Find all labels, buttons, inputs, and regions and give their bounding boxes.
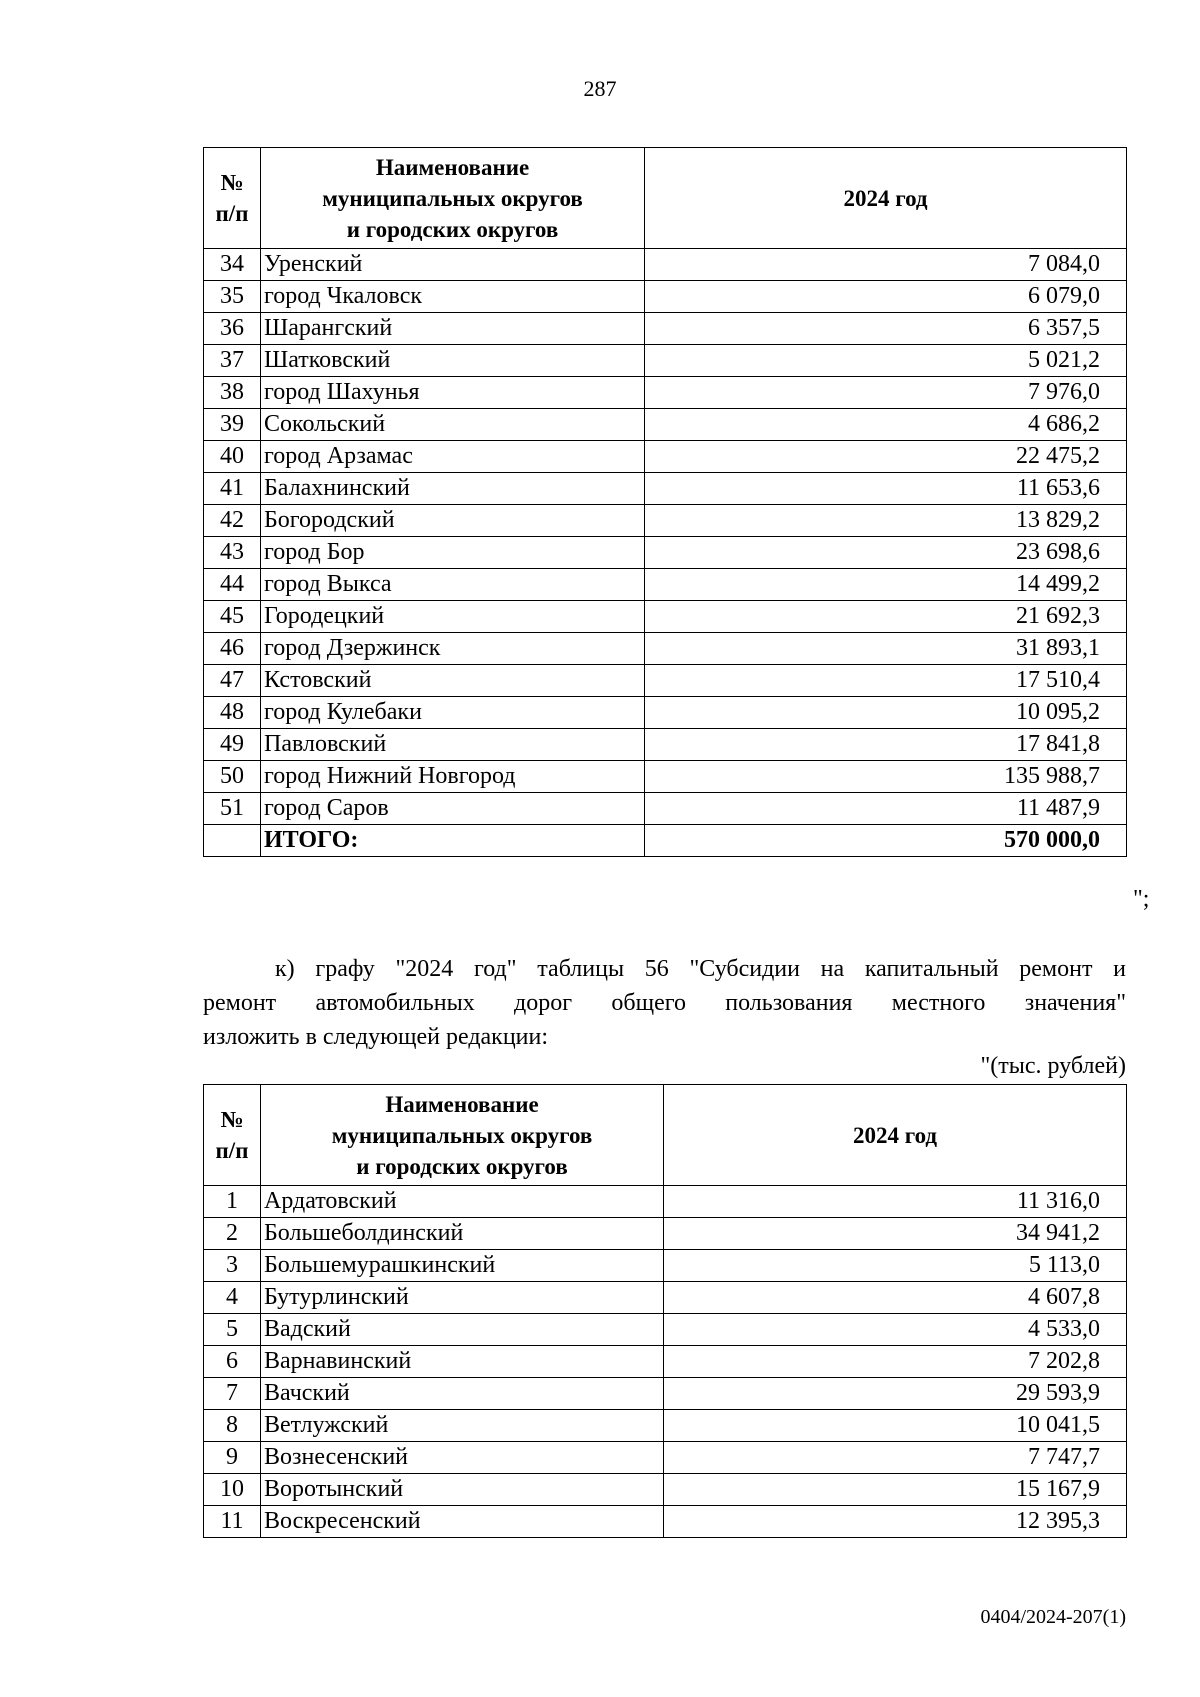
row-name: Воскресенский bbox=[261, 1506, 664, 1538]
row-value: 6 357,5 bbox=[645, 313, 1127, 345]
row-number: 50 bbox=[204, 761, 261, 793]
row-name: Большемурашкинский bbox=[261, 1250, 664, 1282]
table-row bbox=[204, 1506, 1127, 1538]
row-number: 10 bbox=[204, 1474, 261, 1506]
row-value: 4 686,2 bbox=[645, 409, 1127, 441]
row-value: 11 487,9 bbox=[645, 793, 1127, 825]
table-row bbox=[204, 1442, 1127, 1474]
row-number: 7 bbox=[204, 1378, 261, 1410]
row-value: 6 079,0 bbox=[645, 281, 1127, 313]
row-number: 35 bbox=[204, 281, 261, 313]
table-row bbox=[204, 569, 1127, 601]
row-value: 17 510,4 bbox=[645, 665, 1127, 697]
row-value: 135 988,7 bbox=[645, 761, 1127, 793]
row-number: 34 bbox=[204, 249, 261, 281]
row-name: Сокольский bbox=[261, 409, 645, 441]
table-row bbox=[204, 1346, 1127, 1378]
closing-quote: "; bbox=[1133, 886, 1150, 912]
subsidies-table-continued bbox=[203, 147, 1127, 857]
row-value: 4 533,0 bbox=[664, 1314, 1127, 1346]
row-number: 40 bbox=[204, 441, 261, 473]
row-name: город Выкса bbox=[261, 569, 645, 601]
row-number: 38 bbox=[204, 377, 261, 409]
row-name: город Шахунья bbox=[261, 377, 645, 409]
row-name: Балахнинский bbox=[261, 473, 645, 505]
header-name: Наименование муниципальных округов и городских округов bbox=[261, 148, 645, 249]
table-row bbox=[204, 1410, 1127, 1442]
row-name: город Чкаловск bbox=[261, 281, 645, 313]
row-name: Ардатовский bbox=[261, 1186, 664, 1218]
row-value: 34 941,2 bbox=[664, 1218, 1127, 1250]
row-name: Городецкий bbox=[261, 601, 645, 633]
row-name: Ветлужский bbox=[261, 1410, 664, 1442]
row-value: 23 698,6 bbox=[645, 537, 1127, 569]
paragraph-line: ремонт автомобильных дорог общего пользования местного значения" bbox=[203, 990, 1126, 1016]
table-row bbox=[204, 697, 1127, 729]
row-name: Воротынский bbox=[261, 1474, 664, 1506]
table-row bbox=[204, 665, 1127, 697]
row-value: 5 021,2 bbox=[645, 345, 1127, 377]
table-row bbox=[204, 281, 1127, 313]
row-number: 3 bbox=[204, 1250, 261, 1282]
row-number: 4 bbox=[204, 1282, 261, 1314]
table-row bbox=[204, 409, 1127, 441]
road-repair-subsidies-table bbox=[203, 1084, 1127, 1538]
row-number: 8 bbox=[204, 1410, 261, 1442]
table-row bbox=[204, 345, 1127, 377]
row-value: 11 316,0 bbox=[664, 1186, 1127, 1218]
row-value: 22 475,2 bbox=[645, 441, 1127, 473]
row-name: город Арзамас bbox=[261, 441, 645, 473]
row-number: 11 bbox=[204, 1506, 261, 1538]
row-name: город Дзержинск bbox=[261, 633, 645, 665]
row-name: город Саров bbox=[261, 793, 645, 825]
row-number: 48 bbox=[204, 697, 261, 729]
paragraph-line: изложить в следующей редакции: bbox=[203, 1024, 549, 1050]
table-row bbox=[204, 729, 1127, 761]
row-number: 39 bbox=[204, 409, 261, 441]
row-name: Богородский bbox=[261, 505, 645, 537]
header-number: № п/п bbox=[204, 148, 261, 249]
row-value: 10 095,2 bbox=[645, 697, 1127, 729]
table-row bbox=[204, 249, 1127, 281]
row-value: 7 747,7 bbox=[664, 1442, 1127, 1474]
total-empty-cell bbox=[204, 825, 261, 857]
row-name: Бутурлинский bbox=[261, 1282, 664, 1314]
row-number: 5 bbox=[204, 1314, 261, 1346]
table-row bbox=[204, 537, 1127, 569]
row-number: 41 bbox=[204, 473, 261, 505]
row-name: Уренский bbox=[261, 249, 645, 281]
row-name: Шатковский bbox=[261, 345, 645, 377]
row-name: Вачский bbox=[261, 1378, 664, 1410]
row-value: 29 593,9 bbox=[664, 1378, 1127, 1410]
row-number: 37 bbox=[204, 345, 261, 377]
table-row bbox=[204, 1474, 1127, 1506]
paragraph-line: к) графу "2024 год" таблицы 56 "Субсидии на капитальный ремонт и bbox=[275, 956, 1126, 982]
table-header-row bbox=[204, 148, 1127, 249]
row-value: 10 041,5 bbox=[664, 1410, 1127, 1442]
table-row bbox=[204, 761, 1127, 793]
row-number: 6 bbox=[204, 1346, 261, 1378]
row-value: 5 113,0 bbox=[664, 1250, 1127, 1282]
amendment-paragraph bbox=[203, 952, 1126, 1054]
row-name: Вознесенский bbox=[261, 1442, 664, 1474]
row-value: 4 607,8 bbox=[664, 1282, 1127, 1314]
units-label: "(тыс. рублей) bbox=[980, 1053, 1126, 1079]
total-label: ИТОГО: bbox=[261, 825, 645, 857]
row-value: 17 841,8 bbox=[645, 729, 1127, 761]
total-row bbox=[204, 825, 1127, 857]
row-value: 31 893,1 bbox=[645, 633, 1127, 665]
table-row bbox=[204, 1378, 1127, 1410]
table-row bbox=[204, 1218, 1127, 1250]
row-value: 15 167,9 bbox=[664, 1474, 1127, 1506]
row-name: город Нижний Новгород bbox=[261, 761, 645, 793]
row-number: 43 bbox=[204, 537, 261, 569]
row-number: 45 bbox=[204, 601, 261, 633]
row-name: Шарангский bbox=[261, 313, 645, 345]
row-value: 7 202,8 bbox=[664, 1346, 1127, 1378]
table-row bbox=[204, 1282, 1127, 1314]
row-value: 11 653,6 bbox=[645, 473, 1127, 505]
row-value: 7 976,0 bbox=[645, 377, 1127, 409]
row-number: 1 bbox=[204, 1186, 261, 1218]
row-number: 49 bbox=[204, 729, 261, 761]
row-number: 42 bbox=[204, 505, 261, 537]
header-year: 2024 год bbox=[664, 1085, 1127, 1186]
row-number: 44 bbox=[204, 569, 261, 601]
table-row bbox=[204, 1314, 1127, 1346]
row-name: Вадский bbox=[261, 1314, 664, 1346]
total-value: 570 000,0 bbox=[645, 825, 1127, 857]
table-row bbox=[204, 313, 1127, 345]
row-number: 46 bbox=[204, 633, 261, 665]
row-name: Варнавинский bbox=[261, 1346, 664, 1378]
table-row bbox=[204, 377, 1127, 409]
row-number: 51 bbox=[204, 793, 261, 825]
row-number: 9 bbox=[204, 1442, 261, 1474]
row-value: 7 084,0 bbox=[645, 249, 1127, 281]
row-number: 2 bbox=[204, 1218, 261, 1250]
row-value: 12 395,3 bbox=[664, 1506, 1127, 1538]
table-row bbox=[204, 633, 1127, 665]
row-name: Кстовский bbox=[261, 665, 645, 697]
header-name: Наименование муниципальных округов и городских округов bbox=[261, 1085, 664, 1186]
page-number: 287 bbox=[583, 76, 617, 101]
row-name: Павловский bbox=[261, 729, 645, 761]
row-value: 14 499,2 bbox=[645, 569, 1127, 601]
table-body bbox=[204, 1186, 1127, 1538]
table-row bbox=[204, 601, 1127, 633]
table-row bbox=[204, 441, 1127, 473]
table-row bbox=[204, 505, 1127, 537]
table-body bbox=[204, 249, 1127, 857]
row-value: 21 692,3 bbox=[645, 601, 1127, 633]
row-number: 36 bbox=[204, 313, 261, 345]
document-code: 0404/2024-207(1) bbox=[980, 1606, 1126, 1628]
row-name: город Кулебаки bbox=[261, 697, 645, 729]
table-row bbox=[204, 473, 1127, 505]
row-name: Большеболдинский bbox=[261, 1218, 664, 1250]
table-row bbox=[204, 1186, 1127, 1218]
row-name: город Бор bbox=[261, 537, 645, 569]
row-value: 13 829,2 bbox=[645, 505, 1127, 537]
table-header-row bbox=[204, 1085, 1127, 1186]
table-row bbox=[204, 1250, 1127, 1282]
header-number: № п/п bbox=[204, 1085, 261, 1186]
row-number: 47 bbox=[204, 665, 261, 697]
header-year: 2024 год bbox=[645, 148, 1127, 249]
table-row bbox=[204, 793, 1127, 825]
